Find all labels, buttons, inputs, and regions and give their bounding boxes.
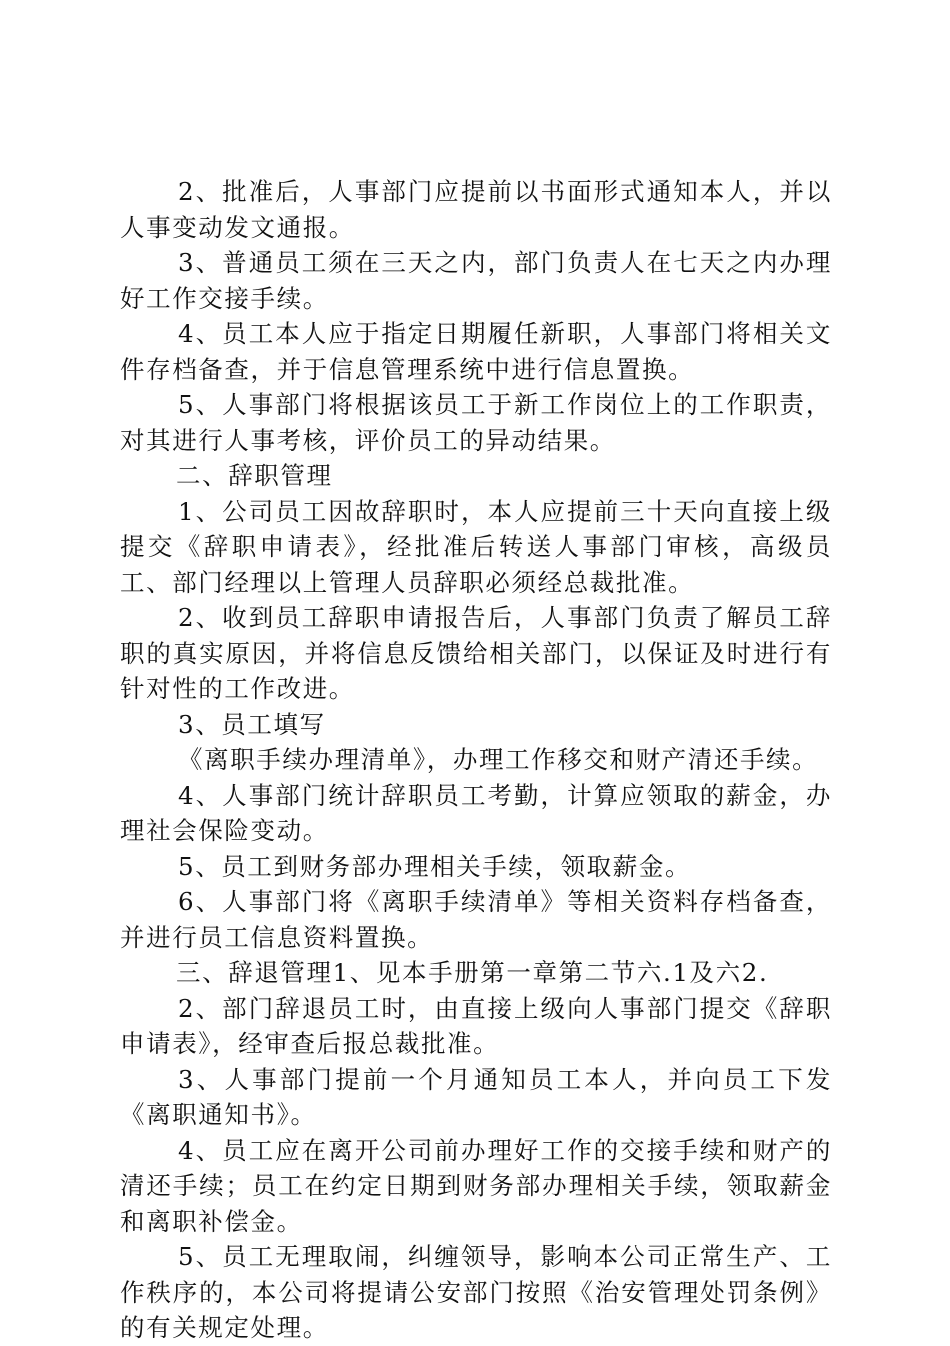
para-misconduct: 5、员工无理取闹，纠缠领导，影响本公司正常生产、工作秩序的，本公司将提请公安部门按照《治安管理处罚条例》的有关规定处理。 (120, 1242, 832, 1342)
para-handover-deadline: 3、普通员工须在三天之内，部门负责人在七天之内办理好工作交接手续。 (120, 248, 832, 313)
para-finance: 5、员工到财务部办理相关手续，领取薪金。 (178, 851, 692, 881)
section-heading-resignation: 二、辞职管理 (176, 461, 333, 490)
section-heading-dismissal: 三、辞退管理1、见本手册第一章第二节六.1及六2. (176, 958, 769, 987)
para-assessment: 5、人事部门将根据该员工于新工作岗位上的工作职责，对其进行人事考核，评价员工的异动结果。 (120, 390, 832, 455)
para-checklist: 《离职手续办理清单》，办理工作移交和财产清还手续。 (178, 745, 819, 774)
para-fill-form: 3、员工填写 (178, 709, 326, 739)
para-resignation-application: 1、公司员工因故辞职时，本人应提前三十天向直接上级提交《辞职申请表》，经批准后转送人事部门审核，高级员工、部门经理以上管理人员辞职必须经总裁批准。 (120, 496, 832, 597)
para-approval-notice: 2、批准后，人事部门应提前以书面形式通知本人，并以人事变动发文通报。 (120, 177, 832, 242)
para-archive: 6、人事部门将《离职手续清单》等相关资料存档备查，并进行员工信息资料置换。 (120, 887, 832, 952)
para-attendance-salary: 4、人事部门统计辞职员工考勤，计算应领取的薪金，办理社会保险变动。 (120, 780, 832, 845)
para-new-post: 4、员工本人应于指定日期履任新职，人事部门将相关文件存档备查，并于信息管理系统中进行信息置换。 (120, 319, 832, 384)
para-resignation-reason: 2、收到员工辞职申请报告后，人事部门负责了解员工辞职的真实原因，并将信息反馈给相关部门，以保证及时进行有针对性的工作改进。 (120, 603, 832, 703)
para-dismissal-handover: 4、员工应在离开公司前办理好工作的交接手续和财产的清还手续；员工在约定日期到财务部办理相关手续，领取薪金和离职补偿金。 (120, 1135, 832, 1236)
para-dismissal-notice: 3、人事部门提前一个月通知员工本人，并向员工下发《离职通知书》。 (120, 1064, 832, 1129)
para-dismissal-submit: 2、部门辞退员工时，由直接上级向人事部门提交《辞职申请表》，经审查后报总裁批准。 (120, 993, 832, 1058)
document-body (120, 174, 832, 1346)
